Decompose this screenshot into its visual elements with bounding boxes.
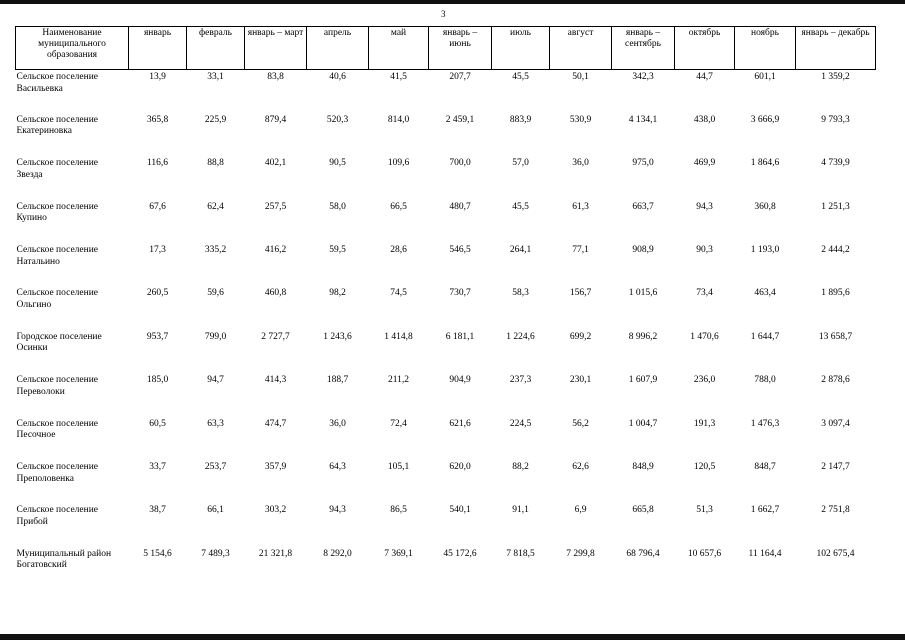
row-value: 700,0 xyxy=(449,158,471,169)
header-col: май xyxy=(369,27,429,70)
header-col: август xyxy=(550,27,612,70)
row-value: 883,9 xyxy=(509,114,532,125)
header-col: январь – сентябрь xyxy=(612,27,675,70)
row-name: Сельское поселение Натальино xyxy=(16,245,99,267)
row-value: 11 164,4 xyxy=(748,548,782,559)
row-value: 416,2 xyxy=(264,245,287,256)
row-value: 33,1 xyxy=(207,72,224,82)
row-value: 38,7 xyxy=(149,505,166,516)
row-name: Сельское поселение Прибой xyxy=(16,505,99,527)
row-value: 402,1 xyxy=(264,158,287,169)
data-table xyxy=(15,26,876,590)
row-value: 224,5 xyxy=(509,418,532,429)
row-value: 1 414,8 xyxy=(384,331,413,342)
row-value: 66,5 xyxy=(390,201,407,212)
row-value: 61,3 xyxy=(572,201,589,212)
row-value: 156,7 xyxy=(569,288,592,299)
table-row xyxy=(16,70,876,113)
row-value: 480,7 xyxy=(449,201,471,212)
row-value: 86,5 xyxy=(390,505,407,516)
row-value: 91,1 xyxy=(512,505,529,516)
row-value: 7 818,5 xyxy=(506,548,535,559)
row-value: 94,3 xyxy=(696,201,713,212)
scan-top-edge xyxy=(0,0,905,4)
row-value: 469,9 xyxy=(693,158,716,169)
row-value: 665,8 xyxy=(632,505,654,516)
row-value: 620,0 xyxy=(449,462,471,473)
row-value: 58,3 xyxy=(512,288,529,299)
row-value: 908,9 xyxy=(632,245,654,256)
row-value: 1 015,6 xyxy=(628,288,658,299)
row-value: 60,5 xyxy=(149,418,166,429)
row-name: Сельское поселение Звезда xyxy=(16,158,99,180)
row-value: 90,5 xyxy=(329,158,346,169)
row-value: 814,0 xyxy=(387,114,410,125)
row-name: Сельское поселение Преполовенка xyxy=(16,462,99,484)
table-row xyxy=(16,243,876,286)
row-value: 188,7 xyxy=(326,375,349,386)
row-value: 225,9 xyxy=(204,114,227,125)
row-value: 94,3 xyxy=(329,505,346,516)
row-value: 730,7 xyxy=(449,288,471,299)
row-value: 2 751,8 xyxy=(821,505,850,516)
table-row xyxy=(16,417,876,460)
row-value: 788,0 xyxy=(754,375,776,386)
row-value: 530,9 xyxy=(569,114,592,125)
row-name: Сельское поселение Купино xyxy=(16,201,99,224)
row-value: 1 470,6 xyxy=(690,331,719,342)
row-name: Сельское поселение Переволоки xyxy=(16,375,99,397)
row-value: 9 793,3 xyxy=(821,114,850,125)
table-row xyxy=(16,460,876,503)
row-value: 1 607,9 xyxy=(628,375,658,386)
row-value: 74,5 xyxy=(390,288,407,299)
header-col: апрель xyxy=(307,27,369,70)
header-col: январь xyxy=(129,27,187,70)
row-value: 191,3 xyxy=(693,418,716,429)
row-value: 303,2 xyxy=(264,505,287,516)
row-value: 7 299,8 xyxy=(566,548,595,559)
row-value: 1 193,0 xyxy=(750,245,780,256)
table-row xyxy=(16,286,876,329)
row-name: Сельское поселение Екатериновка xyxy=(16,114,99,137)
row-value: 58,0 xyxy=(329,201,346,212)
row-value: 88,2 xyxy=(512,462,529,473)
row-value: 904,9 xyxy=(449,375,471,386)
row-value: 40,6 xyxy=(329,72,346,82)
row-value: 21 321,8 xyxy=(258,548,293,559)
row-value: 357,9 xyxy=(264,462,287,473)
page-number: 3 xyxy=(441,9,446,19)
row-value: 41,5 xyxy=(390,72,407,82)
row-value: 848,7 xyxy=(754,462,776,473)
table-body xyxy=(16,70,876,591)
row-value: 6,9 xyxy=(574,505,587,516)
row-value: 663,7 xyxy=(632,201,654,212)
row-value: 59,6 xyxy=(207,288,224,299)
row-value: 36,0 xyxy=(572,158,589,169)
row-value: 953,7 xyxy=(146,331,169,342)
row-value: 540,1 xyxy=(449,505,471,516)
row-value: 342,3 xyxy=(632,72,654,82)
header-col: июль xyxy=(492,27,550,70)
row-value: 699,2 xyxy=(569,331,592,342)
row-value: 1 476,3 xyxy=(750,418,780,429)
row-value: 5 154,6 xyxy=(143,548,172,559)
header-col: январь – июнь xyxy=(429,27,492,70)
row-value: 365,8 xyxy=(146,114,169,125)
row-value: 335,2 xyxy=(204,245,227,256)
table-row xyxy=(16,200,876,243)
row-value: 253,7 xyxy=(204,462,227,473)
row-value: 621,6 xyxy=(449,418,471,429)
header-name-col: Наименование муниципального образования xyxy=(16,27,129,70)
row-value: 1 662,7 xyxy=(750,505,780,516)
row-value: 90,3 xyxy=(696,245,713,256)
row-value: 799,0 xyxy=(204,331,227,342)
row-value: 33,7 xyxy=(149,462,166,473)
header-row xyxy=(16,27,876,70)
row-value: 102 675,4 xyxy=(816,548,855,559)
header-col: октябрь xyxy=(675,27,735,70)
row-value: 28,6 xyxy=(390,245,407,256)
row-value: 7 489,3 xyxy=(201,548,230,559)
row-value: 63,3 xyxy=(207,418,224,429)
row-value: 2 459,1 xyxy=(445,114,475,125)
row-value: 44,7 xyxy=(696,72,713,82)
row-value: 88,8 xyxy=(207,158,224,169)
row-value: 68 796,4 xyxy=(626,548,660,559)
row-value: 51,3 xyxy=(696,505,713,516)
row-value: 1 243,6 xyxy=(323,331,352,342)
row-value: 264,1 xyxy=(509,245,532,256)
row-value: 1 864,6 xyxy=(750,158,780,169)
row-value: 2 147,7 xyxy=(821,462,850,473)
row-name: Сельское поселение Васильевка xyxy=(16,72,99,94)
row-value: 4 739,9 xyxy=(821,158,850,169)
table-row xyxy=(16,373,876,416)
row-value: 83,8 xyxy=(267,72,284,82)
row-value: 105,1 xyxy=(387,462,410,473)
row-value: 73,4 xyxy=(696,288,713,299)
row-value: 474,7 xyxy=(264,418,287,429)
row-value: 257,5 xyxy=(264,201,287,212)
row-value: 848,9 xyxy=(632,462,654,473)
row-value: 10 657,6 xyxy=(687,548,722,559)
row-value: 879,4 xyxy=(264,114,287,125)
row-value: 2 727,7 xyxy=(261,331,290,342)
row-value: 13,9 xyxy=(149,72,166,82)
row-value: 414,3 xyxy=(264,375,287,386)
row-value: 237,3 xyxy=(509,375,532,386)
row-value: 45,5 xyxy=(512,72,529,82)
row-value: 601,1 xyxy=(754,72,776,82)
row-value: 94,7 xyxy=(207,375,224,386)
row-value: 3 097,4 xyxy=(821,418,850,429)
row-value: 50,1 xyxy=(572,72,589,82)
header-col: февраль xyxy=(187,27,245,70)
row-value: 59,5 xyxy=(329,245,346,256)
row-value: 207,7 xyxy=(449,72,471,82)
header-col: январь – март xyxy=(245,27,307,70)
row-value: 72,4 xyxy=(390,418,407,429)
row-value: 98,2 xyxy=(329,288,346,299)
row-value: 975,0 xyxy=(632,158,654,169)
row-value: 56,2 xyxy=(572,418,589,429)
table-row xyxy=(16,547,876,590)
row-value: 236,0 xyxy=(693,375,716,386)
row-value: 45 172,6 xyxy=(443,548,477,559)
row-value: 64,3 xyxy=(329,462,346,473)
row-name: Муниципальный район Богатовский xyxy=(16,548,112,571)
row-value: 1 251,3 xyxy=(821,201,850,212)
row-name: Городское поселение Осинки xyxy=(16,331,102,354)
row-value: 2 878,6 xyxy=(821,375,850,386)
scan-bottom-edge xyxy=(0,634,905,640)
table-row xyxy=(16,503,876,546)
row-value: 1 359,2 xyxy=(821,72,850,82)
row-value: 6 181,1 xyxy=(445,331,475,342)
row-value: 77,1 xyxy=(572,245,589,256)
row-value: 3 666,9 xyxy=(750,114,780,125)
row-value: 520,3 xyxy=(326,114,349,125)
row-name: Сельское поселение Ольгино xyxy=(16,288,99,310)
row-value: 45,5 xyxy=(512,201,529,212)
header-col: ноябрь xyxy=(735,27,796,70)
table-row xyxy=(16,113,876,156)
row-value: 62,6 xyxy=(572,462,589,473)
header-col: январь – декабрь xyxy=(796,27,876,70)
row-value: 546,5 xyxy=(449,245,471,256)
row-value: 1 224,6 xyxy=(506,331,535,342)
row-value: 460,8 xyxy=(264,288,287,299)
row-value: 4 134,1 xyxy=(628,114,658,125)
row-value: 1 895,6 xyxy=(821,288,850,299)
row-value: 211,2 xyxy=(387,375,410,386)
row-value: 109,6 xyxy=(387,158,410,169)
row-value: 8 292,0 xyxy=(323,548,352,559)
row-value: 7 369,1 xyxy=(384,548,413,559)
row-value: 13 658,7 xyxy=(818,331,853,342)
row-value: 57,0 xyxy=(512,158,529,169)
row-value: 360,8 xyxy=(754,201,776,212)
row-name: Сельское поселение Песочное xyxy=(16,418,99,441)
row-value: 185,0 xyxy=(146,375,169,386)
row-value: 120,5 xyxy=(693,462,716,473)
row-value: 438,0 xyxy=(693,114,716,125)
row-value: 62,4 xyxy=(207,201,224,212)
row-value: 230,1 xyxy=(569,375,592,386)
row-value: 36,0 xyxy=(329,418,346,429)
table-row xyxy=(16,156,876,199)
row-value: 463,4 xyxy=(754,288,776,299)
table-row xyxy=(16,330,876,373)
row-value: 1 644,7 xyxy=(750,331,780,342)
row-value: 17,3 xyxy=(149,245,166,256)
row-value: 116,6 xyxy=(146,158,169,169)
row-value: 67,6 xyxy=(149,201,166,212)
row-value: 66,1 xyxy=(207,505,224,516)
row-value: 1 004,7 xyxy=(628,418,658,429)
row-value: 2 444,2 xyxy=(821,245,850,256)
row-value: 260,5 xyxy=(146,288,169,299)
row-value: 8 996,2 xyxy=(628,331,658,342)
